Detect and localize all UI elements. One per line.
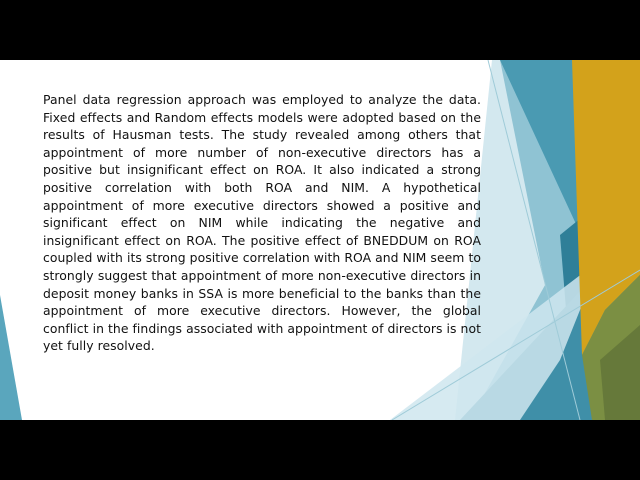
left-teal-shape [0,295,22,420]
presentation-slide [0,60,640,420]
slide-body-text: Panel data regression approach was employed to analyze the data. Fixed effects and Random effects models were adopted based on the results of Hausman tests. The study revealed among others that appointment of more number of non-executive directors has a positive but insignificant effect on ROA. It also indicated a strong positive correlation with both ROA and NIM. A hypothetical appointment of more executive directors showed a positive and significant effect on NIM while indicating the negative and insignificant effect on ROA. The positive effect of BNEDDUM on ROA coupled with its strong positive correlation with ROA and NIM seem to strongly suggest that appointment of more non-executive directors in deposit money banks in SSA is more beneficial to the banks than the appointment of more executive directors. However, the global conflict in the findings associated with appointment of directors is not yet fully resolved. [43,92,481,354]
